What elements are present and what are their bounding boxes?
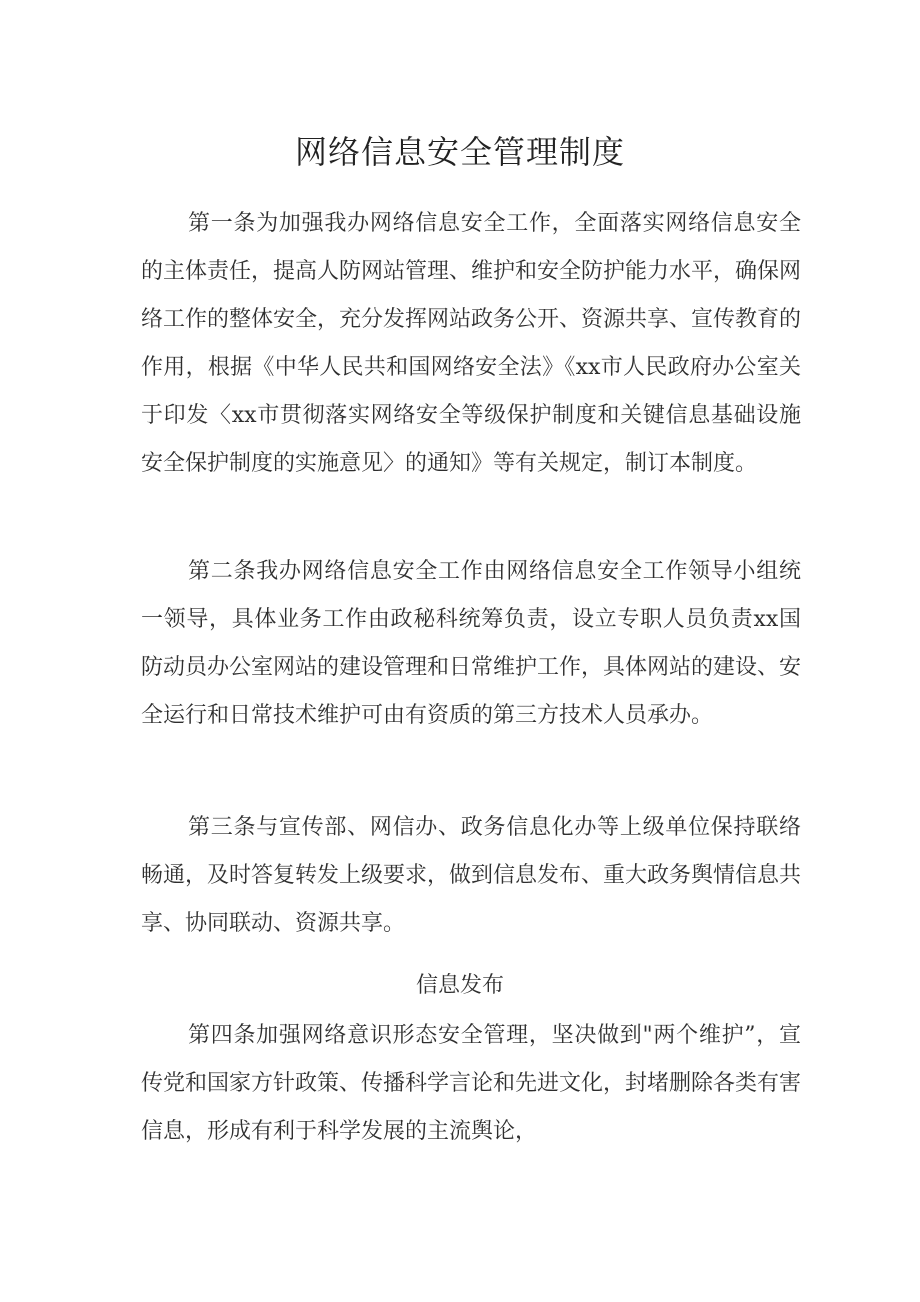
- article-4-paragraph: 第四条加强网络意识形态安全管理，坚决做到"两个维护”，宣传党和国家方针政策、传播科学言论和先进文化，封堵删除各类有害信息，形成有利于科学发展的主流舆论，: [141, 1023, 802, 1144]
- document-title: 网络信息安全管理制度: [294, 133, 625, 171]
- article-3-paragraph: 第三条与宣传部、网信办、政务信息化办等上级单位保持联络畅通，及时答复转发上级要求，做到信息发布、重大政务舆情信息共享、协同联动、资源共享。: [141, 815, 802, 936]
- section-heading-info-release: 信息发布: [415, 973, 504, 998]
- article-2-paragraph: 第二条我办网络信息安全工作由网络信息安全工作领导小组统一领导，具体业务工作由政秘科统筹负责，设立专职人员负责xx国防动员办公室网站的建设管理和日常维护工作，具体网站的建设、安全运行和日常技术维护可由有资质的第三方技术人员承办。: [141, 559, 802, 728]
- article-1-paragraph: 第一条为加强我办网络信息安全工作，全面落实网络信息安全的主体责任，提高人防网站管理、维护和安全防护能力水平，确保网络工作的整体安全，充分发挥网站政务公开、资源共享、宣传教育的作用，根据《中华人民共和国网络安全法》《xx市人民政府办公室关于印发〈xx市贯彻落实网络安全等级保护制度和关键信息基础设施安全保护制度的实施意见〉的通知》等有关规定，制订本制度。: [141, 211, 802, 476]
